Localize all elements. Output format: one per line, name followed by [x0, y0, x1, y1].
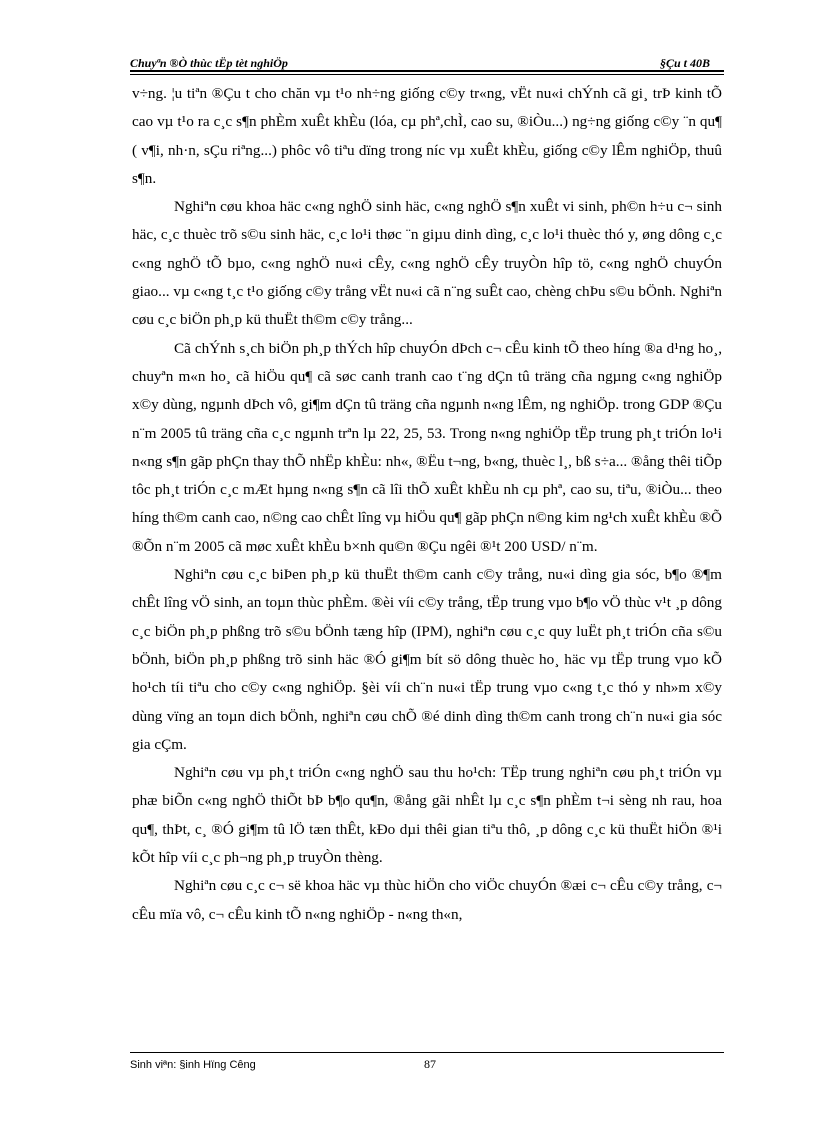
paragraph: Nghiªn cøu khoa häc c«ng nghÖ sinh häc, c«ng nghÖ s¶n xuÊt vi sinh, ph©n h÷u c¬ sinh häc, c¸c thuèc trõ s©u sinh häc, c¸c lo¹i thøc ¨n giµu dinh dìng, c¸c lo¹i thuèc thó y, øng dông c¸c c«ng nghÖ tÕ bµo, c«ng nghÖ nu«i cÊy, c«ng nghÖ cÊy truyÒn hîp tö, c«ng nghÖ chuyÓn giao... vµ c«ng t¸c t¹o giống c©y trång vËt nu«i cã n¨ng suÊt cao, chèng chÞu s©u bÖnh. Nghiªn cøu c¸c biÖn ph¸p kü thuËt th©m c©y trång... [132, 198, 722, 329]
paragraph: Nghiªn cøu c¸c c¬ së khoa häc vµ thùc hiÖn cho viÖc chuyÓn ®æi c¬ cÊu c©y trång, c¬ cÊu mïa vô, c¬ cÊu kinh tÕ n«ng nghiÖp - n«ng th«n, [132, 877, 722, 923]
paragraph: Nghiªn cøu c¸c biÞen ph¸p kü thuËt th©m canh c©y trång, nu«i dìng gia sóc, b¶o ®¶m chÊt lîng vÖ sinh, an toµn thùc phÈm. ®èi víi c©y trång, tËp trung vµo b¶o vÖ thùc v¹t ¸p dông c¸c biÖn ph¸p phßng trõ s©u bÖnh tæng hîp (IPM), nghiªn cøu c¸c quy luËt ph¸t triÓn cña s©u bÖnh, biÖn ph¸p phßng trõ sinh häc ®Ó gi¶m bít sö dông thuèc ho¸ häc vµ tËp trung vµo kÕ ho¹ch tíi tiªu cho c©y c«ng nghiÖp. §èi víi ch¨n nu«i tËp trung vµo c«ng t¸c thó y nh»m x©y dùng vïng an toµn dich bÖnh, nghiªn cøu chÕ ®é dinh dìng th©m canh trong ch¨n nu«i gia sóc gia cÇm. [132, 566, 722, 753]
header-title: Chuyªn ®Ò thùc tËp tèt nghiÖp [130, 56, 288, 70]
page-number: 87 [424, 1057, 436, 1071]
footer-rule [130, 1052, 724, 1053]
footer-author: Sinh viªn: §inh Hïng Cêng [130, 1059, 256, 1071]
paragraph: Nghiªn cøu vµ ph¸t triÓn c«ng nghÖ sau thu ho¹ch: TËp trung nghiªn cøu ph¸t triÓn vµ phæ biÕn c«ng nghÖ thiÕt bÞ b¶o qu¶n, ®ång gãi nhÊt lµ c¸c s¶n phÈm t¬i sèng nh rau, hoa qu¶, thÞt, c¸ ®Ó gi¶m tû lÖ tæn thÊt, kÐo dµi thêi gian tiªu thô, ¸p dông c¸c kü thuËt hiÖn ®¹i kÕt hîp víi c¸c ph¬ng ph¸p truyÒn thèng. [132, 764, 722, 867]
header-class-code: §Çu t 40B [659, 56, 710, 70]
paragraph: v÷ng. ¦u tiªn ®Çu t cho chăn vµ t¹o nh÷ng giống c©y tr«ng, vËt nu«i chÝnh cã gi¸ trÞ kinh tÕ cao vµ t¹o ra c¸c s¶n phÈm xuÊt khÈu (lóa, cµ phª,chÌ, cao su, ®iÒu...) ng÷ng giống c©y ¨n qu¶ ( v¶i, nh·n, sÇu riªng...) phôc vô tiªu dïng trong níc vµ xuÊt khÈu, giống c©y lÊm nghiÖp, thuû s¶n. [132, 85, 722, 187]
header-rule-thick [130, 70, 724, 72]
paragraph: Cã chÝnh s¸ch biÖn ph¸p thÝch hîp chuyÓn dÞch c¬ cÊu kinh tÕ theo híng ®a d¹ng ho¸, chuyªn m«n ho¸ cã hiÖu qu¶ cã søc canh tranh cao t¨ng dÇn tû träng cña ngµng c«ng nghiÖp x©y dùng, ngµnh dÞch vô, gi¶m dÇn tû träng cña ngµnh n«ng lÊm, ng nghiÖp. trong GDP ®Çu n¨m 2005 tû träng cña c¸c ngµnh trªn lµ 22, 25, 53. Trong n«ng nghiÖp tËp trung ph¸t triÓn lo¹i n«ng s¶n gãp phÇn thay thÕ nhËp khÈu: nh«, ®Ëu t¬ng, b«ng, thuèc l¸, bß s÷a... ®ång thêi tiÕp tôc ph¸t triÓn c¸c mÆt hµng n«ng s¶n cã lîi thÕ xuÊt khÈu nh cµ phª, cao su, tiªu, ®iÒu... theo híng th©m canh cao, n©ng cao chÊt lîng vµ hiÖu qu¶ gãp phÇn n©ng kim ng¹ch xuÊt khÈu ®Õ ®Õn n¨m 2005 cã møc xuÊt khÈu b×nh qu©n ®Çu ngêi ®¹t 200 USD/ n¨m. [132, 339, 722, 555]
header-rule-thin [130, 74, 724, 75]
page-footer [130, 1057, 724, 1077]
document-body [132, 80, 722, 929]
